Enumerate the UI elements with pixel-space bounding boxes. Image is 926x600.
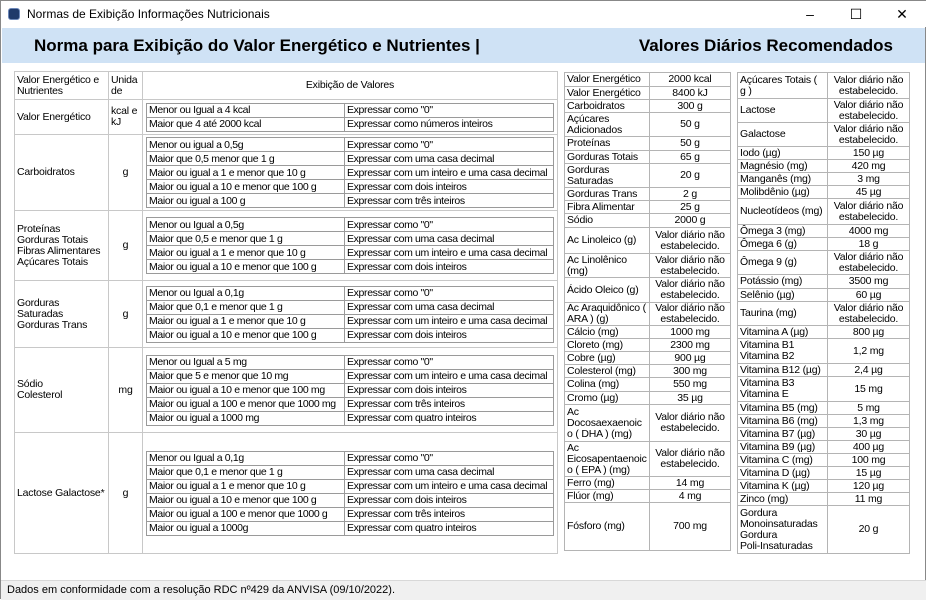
rule-condition: Maior que 5 e menor que 10 mg [147,369,345,383]
nutrient-name: Magnésio (mg) [738,160,828,173]
nutrient-name: Gorduras Saturadas Gorduras Trans [15,281,109,348]
daily-value: Valor diário não estabelecido. [650,303,731,326]
nutrient-name: Carboidratos [15,135,109,211]
rule-display: Expressar com uma casa decimal [345,300,554,314]
nutrient-name: Iodo (µg) [738,147,828,160]
table-row [15,433,558,554]
daily-value: 11 mg [828,493,910,506]
rule-row [147,246,554,260]
nutrient-name: Fibra Alimentar [565,201,650,214]
daily-value: 100 mg [828,454,910,467]
nutrient-name: Ac Linolênico (mg) [565,254,650,278]
daily-value: 800 µg [828,326,910,339]
header-band [2,28,925,63]
daily-value-row [565,326,731,339]
rule-row [147,314,554,328]
table-row [15,281,558,348]
daily-value-row [565,405,731,442]
daily-values-table-2 [737,72,910,554]
rule-row [147,117,554,131]
daily-value-row [565,113,731,137]
rule-condition: Menor ou Igual a 0,1g [147,451,345,465]
table-row [15,348,558,433]
rule-display: Expressar como "0" [345,286,554,300]
rule-condition: Maior ou igual a 1 e menor que 10 g [147,246,345,260]
daily-value-row [565,339,731,352]
rule-row [147,300,554,314]
daily-value-row [565,392,731,405]
table-row [15,211,558,281]
nutrient-name: Ac Docosaexaenoico ( DHA ) (mg) [565,405,650,442]
daily-value-row [565,278,731,303]
header-nutrient: Valor Energético e Nutrientes [15,72,109,100]
rule-row [147,507,554,521]
daily-value-row [565,228,731,254]
daily-value-row [738,441,910,454]
rule-row [147,180,554,194]
nutrient-name: Vitamina B9 (µg) [738,441,828,454]
norms-title: Norma para Exibição do Valor Energético e Nutrientes | [34,35,480,55]
rule-row [147,479,554,493]
daily-value-row [738,454,910,467]
nutrient-name: Cromo (µg) [565,392,650,405]
daily-value-row [738,415,910,428]
nutrient-name: Ômega 6 (g) [738,238,828,251]
nutrient-name: Açúcares Totais ( g ) [738,73,828,99]
app-icon [8,8,20,20]
nutrient-name: Galactose [738,123,828,147]
daily-value-row [565,503,731,551]
rule-condition: Maior ou igual a 1 e menor que 10 g [147,479,345,493]
daily-value: 14 mg [650,477,731,490]
window-title: Normas de Exibição Informações Nutricionais [27,7,270,21]
daily-value-row [738,467,910,480]
daily-value: 420 mg [828,160,910,173]
rule-row [147,138,554,152]
nutrient-name: Proteínas Gorduras Totais Fibras Alimentares Açúcares Totais [15,211,109,281]
daily-value-row [738,225,910,238]
header-display: Exibição de Valores [143,72,558,100]
daily-value-row [565,188,731,201]
daily-value-row [565,100,731,113]
rule-condition: Maior ou igual a 10 e menor que 100 g [147,260,345,274]
rule-condition: Maior que 0,1 e menor que 1 g [147,465,345,479]
table-row [15,100,558,135]
rule-row [147,451,554,465]
daily-value-row [738,186,910,199]
unit: mg [109,348,143,433]
daily-value-row [565,201,731,214]
rule-row [147,232,554,246]
nutrient-name: Colina (mg) [565,378,650,392]
nutrient-name: Zinco (mg) [738,493,828,506]
daily-value-row [738,364,910,377]
daily-value-row [565,303,731,326]
rule-row [147,369,554,383]
rule-row [147,465,554,479]
daily-value-row [738,402,910,415]
unit: g [109,433,143,554]
nutrient-name: Colesterol (mg) [565,365,650,378]
nutrient-name: Ac Araquidônico ( ARA ) (g) [565,303,650,326]
nutrient-name: Valor Energético [565,73,650,87]
nutrient-name: Manganês (mg) [738,173,828,186]
daily-value-row [565,151,731,164]
rule-row [147,411,554,425]
daily-value: Valor diário não estabelecido. [650,254,731,278]
daily-value-row [738,147,910,160]
rule-row [147,328,554,342]
nutrient-name: Lactose [738,99,828,123]
rule-condition: Maior que 0,5 menor que 1 g [147,152,345,166]
daily-value: 1000 mg [650,326,731,339]
nutrient-name: Gorduras Saturadas [565,164,650,188]
rule-condition: Menor ou Igual a 5 mg [147,355,345,369]
rule-display: Expressar com um inteiro e uma casa decimal [345,166,554,180]
rule-row [147,166,554,180]
daily-value-row [565,378,731,392]
daily-value-row [565,73,731,87]
rules-table [146,137,554,208]
daily-value-row [565,442,731,477]
daily-value-row [738,275,910,289]
daily-value: 1,3 mg [828,415,910,428]
nutrient-name: Ácido Oleico (g) [565,278,650,303]
rules-table [146,103,554,132]
daily-value: 4000 mg [828,225,910,238]
daily-value-row [738,506,910,554]
rule-row [147,493,554,507]
daily-value: 8400 kJ [650,87,731,100]
unit: g [109,135,143,211]
nutrient-name: Valor Energético [565,87,650,100]
rules-table [146,286,554,343]
rule-display: Expressar com três inteiros [345,397,554,411]
daily-value-row [738,238,910,251]
daily-values-table-1 [564,72,731,551]
rule-condition: Maior que 0,5 e menor que 1 g [147,232,345,246]
daily-value: Valor diário não estabelecido. [828,123,910,147]
nutrient-name: Cobre (µg) [565,352,650,365]
unit: g [109,211,143,281]
nutrient-name: Ômega 3 (mg) [738,225,828,238]
daily-value-row [565,87,731,100]
rule-condition: Maior ou igual a 100 g [147,194,345,208]
rule-row [147,218,554,232]
daily-value: 15 µg [828,467,910,480]
nutrient-name: Vitamina A (µg) [738,326,828,339]
nutrient-name: Flúor (mg) [565,490,650,503]
minimize-button[interactable]: – [806,6,814,22]
daily-value-row [565,214,731,228]
daily-value-row [565,365,731,378]
daily-value: 30 µg [828,428,910,441]
daily-value: 2300 mg [650,339,731,352]
table-header-row [15,72,558,100]
daily-value: 900 µg [650,352,731,365]
daily-value-row [738,160,910,173]
status-bar: Dados em conformidade com a resolução RDC nº429 da ANVISA (09/10/2022). [1,580,926,600]
nutrient-name: Ac Eicosapentaenoico ( EPA ) (mg) [565,442,650,477]
rule-display: Expressar como números inteiros [345,117,554,131]
nutrient-name: Nucleotídeos (mg) [738,199,828,225]
rule-display: Expressar com três inteiros [345,194,554,208]
daily-value: 550 mg [650,378,731,392]
rule-row [147,397,554,411]
rule-condition: Maior ou igual a 1 e menor que 10 g [147,314,345,328]
nutrient-name: Vitamina D (µg) [738,467,828,480]
rule-condition: Maior ou igual a 1 e menor que 10 g [147,166,345,180]
rule-display: Expressar com um inteiro e uma casa decimal [345,479,554,493]
rule-row [147,286,554,300]
rule-condition: Maior ou igual a 10 e menor que 100 mg [147,383,345,397]
daily-value: 2 g [650,188,731,201]
rule-row [147,355,554,369]
daily-value-row [565,254,731,278]
nutrient-name: Vitamina B12 (µg) [738,364,828,377]
daily-value: 120 µg [828,480,910,493]
nutrient-name: Lactose Galactose* [15,433,109,554]
nutrient-name: Sódio [565,214,650,228]
rule-row [147,383,554,397]
rule-display: Expressar com dois inteiros [345,493,554,507]
nutrient-name: Valor Energético [15,100,109,135]
daily-value: 25 g [650,201,731,214]
rule-condition: Maior ou igual a 1000g [147,521,345,535]
rule-condition: Maior que 4 até 2000 kcal [147,117,345,131]
daily-value: 20 g [650,164,731,188]
rule-display: Expressar como "0" [345,355,554,369]
rule-row [147,152,554,166]
rules-table [146,451,554,536]
daily-value: 60 µg [828,289,910,302]
nutrient-name: Vitamina B1 Vitamina B2 [738,339,828,364]
maximize-button[interactable]: ☐ [849,5,863,22]
rule-condition: Maior ou igual a 10 e menor que 100 g [147,493,345,507]
nutrient-name: Cálcio (mg) [565,326,650,339]
daily-value: Valor diário não estabelecido. [828,73,910,99]
daily-value: Valor diário não estabelecido. [828,251,910,275]
daily-value: 300 g [650,100,731,113]
daily-value-row [738,73,910,99]
daily-value-row [565,352,731,365]
rule-condition: Menor ou igual a 0,5g [147,138,345,152]
rule-condition: Menor ou Igual a 0,1g [147,286,345,300]
rule-condition: Maior ou igual a 1000 mg [147,411,345,425]
nutrient-name: Vitamina B5 (mg) [738,402,828,415]
header-unit: Unida de [109,72,143,100]
rule-display: Expressar com dois inteiros [345,328,554,342]
daily-value: 35 µg [650,392,731,405]
daily-value: Valor diário não estabelecido. [650,228,731,254]
daily-value: 20 g [828,506,910,554]
nutrient-name: Vitamina K (µg) [738,480,828,493]
rules-table [146,355,554,426]
daily-value-row [738,480,910,493]
daily-value: 700 mg [650,503,731,551]
nutrient-name: Açúcares Adicionados [565,113,650,137]
daily-value: 300 mg [650,365,731,378]
daily-value-row [565,477,731,490]
daily-value: 150 µg [828,147,910,160]
daily-value: 3 mg [828,173,910,186]
rule-condition: Maior ou igual a 100 e menor que 1000 g [147,507,345,521]
rule-condition: Maior ou igual a 10 e menor que 100 g [147,328,345,342]
daily-value: 65 g [650,151,731,164]
nutrient-name: Sódio Colesterol [15,348,109,433]
rule-display: Expressar com um inteiro e uma casa decimal [345,246,554,260]
nutrient-name: Cloreto (mg) [565,339,650,352]
rule-display: Expressar como "0" [345,138,554,152]
rule-display: Expressar com uma casa decimal [345,232,554,246]
nutrient-name: Vitamina B3 Vitamina E [738,377,828,402]
daily-value-row [738,199,910,225]
daily-value-row [738,123,910,147]
rule-condition: Maior que 0,1 e menor que 1 g [147,300,345,314]
daily-value-row [565,137,731,151]
nutrient-name: Carboidratos [565,100,650,113]
daily-value: 2000 kcal [650,73,731,87]
daily-value-row [738,377,910,402]
daily-value: 50 g [650,113,731,137]
daily-value: Valor diário não estabelecido. [828,99,910,123]
nutrient-name: Taurina (mg) [738,302,828,326]
daily-value-row [738,326,910,339]
table-row [15,135,558,211]
rule-display: Expressar como "0" [345,103,554,117]
daily-value-row [738,339,910,364]
daily-value: 50 g [650,137,731,151]
daily-value: 1,2 mg [828,339,910,364]
daily-value-row [738,251,910,275]
rule-condition: Menor ou Igual a 4 kcal [147,103,345,117]
daily-value: Valor diário não estabelecido. [650,405,731,442]
daily-values-title: Valores Diários Recomendados [638,35,893,55]
nutrient-name: Selênio (µg) [738,289,828,302]
unit: kcal e kJ [109,100,143,135]
daily-value: Valor diário não estabelecido. [828,199,910,225]
rule-condition: Maior ou igual a 10 e menor que 100 g [147,180,345,194]
daily-value-row [565,490,731,503]
rule-display: Expressar com dois inteiros [345,383,554,397]
rule-display: Expressar com quatro inteiros [345,521,554,535]
rule-display: Expressar com dois inteiros [345,180,554,194]
daily-value: Valor diário não estabelecido. [650,278,731,303]
rule-row [147,260,554,274]
nutrient-name: Fósforo (mg) [565,503,650,551]
nutrient-name: Ômega 9 (g) [738,251,828,275]
daily-value-row [738,173,910,186]
nutrient-name: Gorduras Trans [565,188,650,201]
daily-value: 15 mg [828,377,910,402]
daily-value: 18 g [828,238,910,251]
rule-display: Expressar como "0" [345,451,554,465]
daily-value-row [738,428,910,441]
daily-value: 2,4 µg [828,364,910,377]
rule-display: Expressar com um inteiro e uma casa decimal [345,314,554,328]
daily-value: 5 mg [828,402,910,415]
daily-value-row [738,302,910,326]
title-bar [1,1,926,27]
nutrient-name: Vitamina C (mg) [738,454,828,467]
nutrient-name: Potássio (mg) [738,275,828,289]
daily-value: 2000 g [650,214,731,228]
daily-value: 45 µg [828,186,910,199]
daily-value: 3500 mg [828,275,910,289]
nutrient-name: Gordura Monoinsaturadas Gordura Poli-Insaturadas [738,506,828,554]
nutrient-name: Ac Linoleico (g) [565,228,650,254]
nutrient-name: Ferro (mg) [565,477,650,490]
rules-table [146,217,554,274]
rule-display: Expressar com um inteiro e uma casa decimal [345,369,554,383]
unit: g [109,281,143,348]
rule-row [147,194,554,208]
daily-value: 4 mg [650,490,731,503]
daily-value: Valor diário não estabelecido. [828,302,910,326]
daily-value-row [738,493,910,506]
daily-value-row [565,164,731,188]
rule-display: Expressar com três inteiros [345,507,554,521]
rule-display: Expressar com dois inteiros [345,260,554,274]
rule-display: Expressar com uma casa decimal [345,152,554,166]
rule-display: Expressar com quatro inteiros [345,411,554,425]
daily-value: Valor diário não estabelecido. [650,442,731,477]
rule-row [147,103,554,117]
nutrient-name: Vitamina B6 (mg) [738,415,828,428]
daily-value-row [738,99,910,123]
nutrient-name: Proteínas [565,137,650,151]
rule-condition: Maior ou igual a 100 e menor que 1000 mg [147,397,345,411]
daily-value-row [738,289,910,302]
close-button[interactable]: ✕ [896,5,908,22]
exhibition-table [14,71,558,554]
rule-display: Expressar com uma casa decimal [345,465,554,479]
nutrient-name: Vitamina B7 (µg) [738,428,828,441]
rule-display: Expressar como "0" [345,218,554,232]
nutrient-name: Gorduras Totais [565,151,650,164]
rule-condition: Menor ou Igual a 0,5g [147,218,345,232]
daily-value: 400 µg [828,441,910,454]
rule-row [147,521,554,535]
nutrient-name: Molibdênio (µg) [738,186,828,199]
